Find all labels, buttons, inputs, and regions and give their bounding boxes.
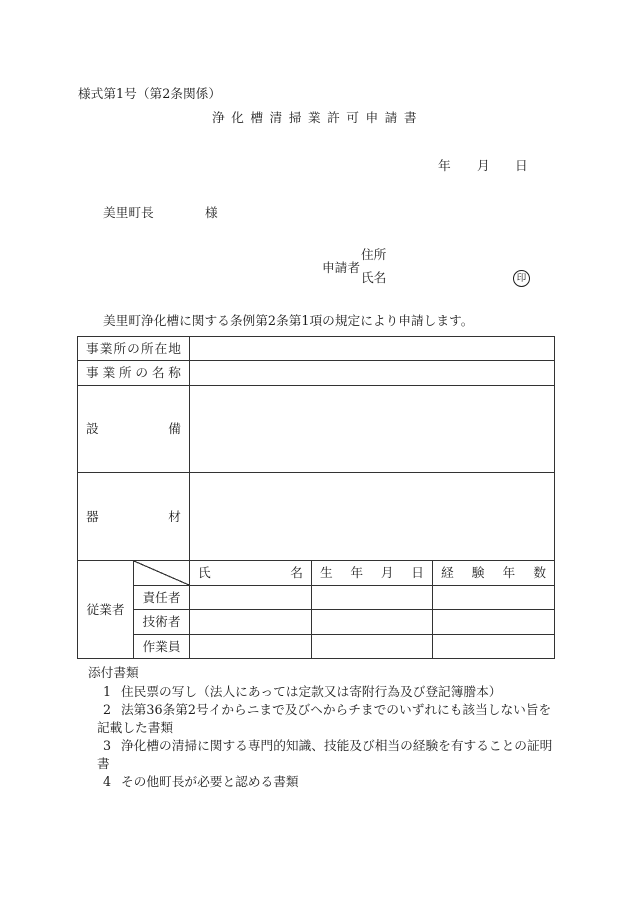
- date-month-label: 月: [477, 158, 490, 173]
- office-address-label-cell: [78, 337, 190, 361]
- applicant-name-label: 氏名: [361, 270, 387, 285]
- staff-experience-field: [433, 586, 555, 610]
- attachment-number: 4: [103, 774, 112, 789]
- office-name-label: 事業所の名称: [86, 365, 181, 380]
- table-row: [78, 337, 555, 361]
- staff-header-row: [78, 561, 555, 586]
- attachment-number: 2: [103, 702, 112, 717]
- birthdate-column-label: 生年月日: [320, 565, 424, 580]
- role-cell: [134, 610, 190, 635]
- staff-row: [78, 610, 555, 635]
- attachment-text: その他町長が必要と認める書類: [121, 774, 299, 789]
- diagonal-line: [134, 561, 189, 585]
- role-worker: 作業員: [142, 638, 181, 654]
- date-day-label: 日: [515, 158, 528, 173]
- staff-experience-field: [433, 635, 555, 659]
- table-row: [78, 361, 555, 386]
- materials-field: [190, 473, 555, 561]
- staff-birthdate-field: [312, 586, 433, 610]
- staff-birthdate-field: [312, 635, 433, 659]
- addressee-name: 美里町長: [103, 205, 154, 220]
- attachments-heading: 添付書類: [88, 665, 139, 680]
- staff-name-field: [190, 610, 312, 635]
- applicant-address-label: 住所: [361, 247, 387, 262]
- office-address-label: 事業所の所在地: [86, 340, 181, 356]
- document-title: 浄化槽清掃業許可申請書: [212, 110, 424, 125]
- applicant-label: 申請者: [322, 260, 361, 275]
- role-technician: 技術者: [142, 614, 181, 629]
- addressee-honorific: 様: [205, 205, 218, 220]
- attachment-text: 住民票の写し（法人にあっては定款又は寄附行為及び登記簿謄本）: [121, 684, 502, 699]
- application-table: [77, 336, 555, 659]
- diagonal-corner-cell: [134, 561, 190, 586]
- form-number: 様式第1号（第2条関係）: [78, 86, 222, 101]
- attachment-item: [97, 683, 552, 701]
- office-name-label-cell: [78, 361, 190, 386]
- staff-birthdate-field: [312, 610, 433, 635]
- attachment-line: [97, 773, 552, 791]
- attachment-continuation: 記載した書類: [97, 720, 174, 735]
- attachment-continuation: 書: [97, 756, 110, 771]
- staff-column-header: [190, 561, 312, 586]
- name-column-label: 氏名: [198, 565, 303, 580]
- equipment-label-cell: [78, 386, 190, 473]
- attachment-item: [97, 773, 552, 791]
- experience-column-label: 経験年数: [441, 565, 547, 580]
- role-responsible-person: 責任者: [142, 589, 181, 605]
- attachment-number: 1: [103, 684, 112, 699]
- materials-label: 器材: [86, 508, 181, 524]
- office-address-field: [190, 337, 555, 361]
- attachment-line: [97, 683, 552, 701]
- table-row: [78, 473, 555, 561]
- staff-name-field: [190, 586, 312, 610]
- materials-label-cell: [78, 473, 190, 561]
- attachment-item: [97, 701, 552, 737]
- attachment-number: 3: [103, 738, 112, 753]
- attachment-list: [97, 683, 552, 791]
- attachment-line: [97, 737, 552, 755]
- staff-row: [78, 586, 555, 610]
- staff-column-header: [312, 561, 433, 586]
- date-year-label: 年: [438, 158, 451, 173]
- equipment-label: 設備: [86, 421, 181, 436]
- staff-label: 従業者: [86, 601, 125, 617]
- office-name-field: [190, 361, 555, 386]
- staff-experience-field: [433, 610, 555, 635]
- attachment-line: [97, 701, 552, 719]
- staff-row: [78, 635, 555, 659]
- attachment-item: [97, 737, 552, 773]
- role-cell: [134, 586, 190, 610]
- staff-label-cell: [78, 561, 134, 659]
- application-statement: 美里町浄化槽に関する条例第2条第1項の規定により申請します。: [103, 313, 474, 328]
- equipment-field: [190, 386, 555, 473]
- staff-column-header: [433, 561, 555, 586]
- staff-name-field: [190, 635, 312, 659]
- attachment-text: 浄化槽の清掃に関する専門的知識、技能及び相当の経験を有することの証明: [121, 738, 553, 753]
- seal-mark: 印: [513, 270, 530, 287]
- attachment-text: 法第36条第2号イからニまで及びヘからチまでのいずれにも該当しない旨を: [121, 702, 552, 717]
- table-row: [78, 386, 555, 473]
- role-cell: [134, 635, 190, 659]
